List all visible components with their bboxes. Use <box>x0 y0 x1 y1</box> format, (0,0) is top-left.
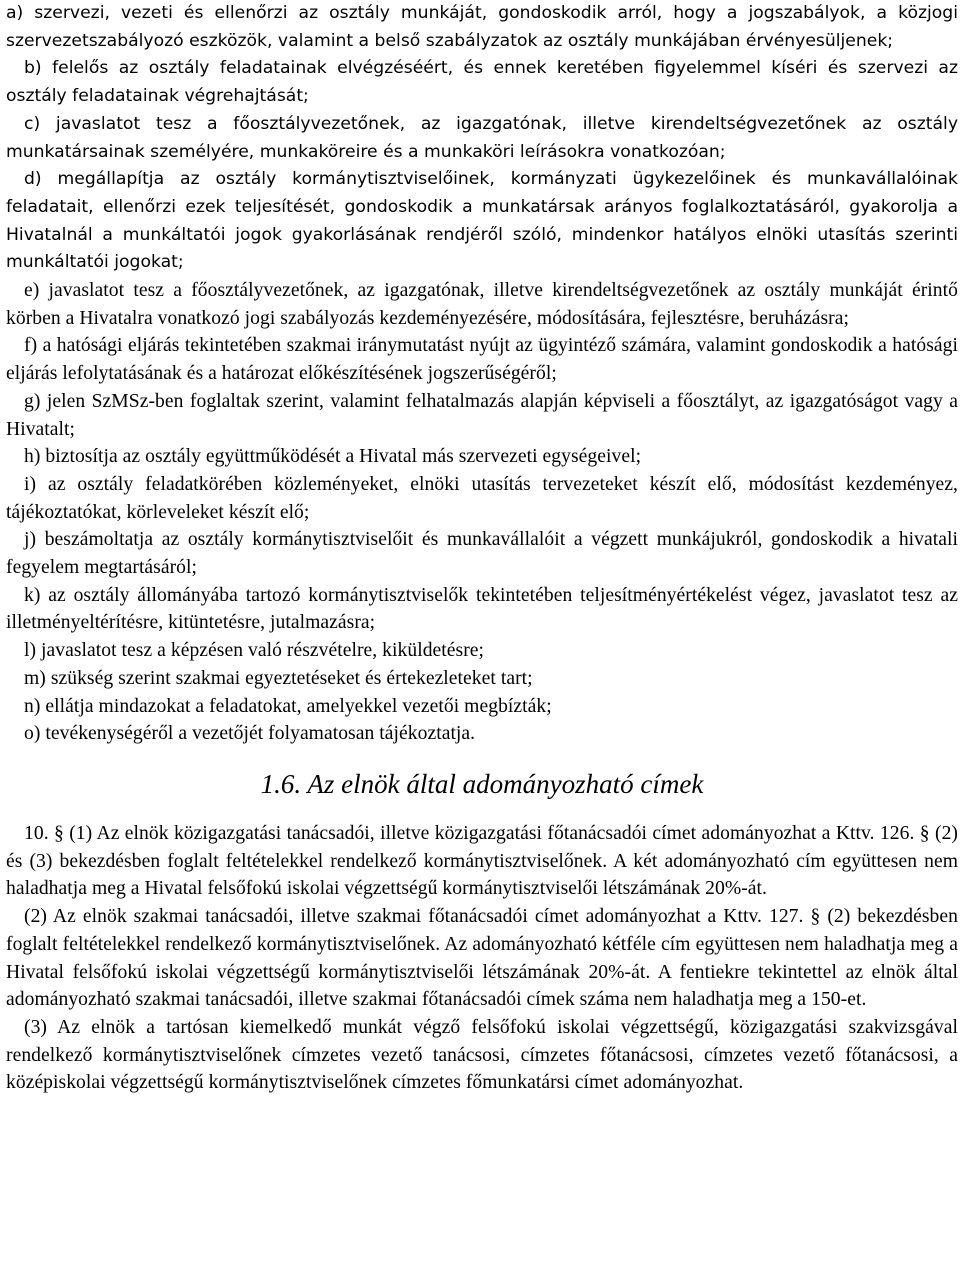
paragraph-10-2: (2) Az elnök szakmai tanácsadói, illetve szakmai főtanácsadói címet adományozhat a Kttv. 127. § (2) bekezdésben foglalt feltételekkel rendelkező kormánytisztviselőnek. Az adományozható kétféle cím együttesen nem haladhatja meg a Hivatal felsőfokú iskolai végzettségű kormánytisztviselői létszámának 20%-át. A fentiekre tekintettel az elnök által adományozható szakmai tanácsadói, illetve szakmai főtanácsadói címek száma nem haladhatja meg a 150-et. <box>6 906 958 1011</box>
document-page <box>6 0 958 1097</box>
list-item-d: d) megállapítja az osztály kormánytisztviselőinek, kormányzati ügykezelőinek és munkavállalóinak feladatait, ellenőrzi ezek teljesítését, gondoskodik a munkatársak arányos foglalkoztatásáról, gyakorolja a Hivatalnál a munkáltatói jogok gyakorlásának rendjéről szóló, mindenkor hatályos elnöki utasítás szerinti munkáltatói jogokat; <box>6 169 958 273</box>
list-item-o: o) tevékenységéről a vezetőjét folyamatosan tájékoztatja. <box>24 723 476 745</box>
list-item-c: c) javaslatot tesz a főosztályvezetőnek, az igazgatónak, illetve kirendeltségvezetőnek az osztály munkatársainak személyére, munkaköreire és a munkaköri leírásokra vonatkozóan; <box>6 113 958 162</box>
list-item-i: i) az osztály feladatkörében közleményeket, elnöki utasítás tervezeteket készít elő, módosítást kezdeményez, tájékoztatókat, körleveleket készít elő; <box>6 473 958 523</box>
list-item-h: h) biztosítja az osztály együttműködését a Hivatal más szervezeti egységeivel; <box>24 446 642 468</box>
list-item-e: e) javaslatot tesz a főosztályvezetőnek, az igazgatónak, illetve kirendeltségvezetőnek az osztály munkáját érintő körben a Hivatalra vonatkozó jogi szabályozás kezdeményezésére, módosítására, fejlesztésre, beruházásra; <box>6 280 958 329</box>
paragraph-10-1: 10. § (1) Az elnök közigazgatási tanácsadói, illetve közigazgatási főtanácsadói címet adományozhat a Kttv. 126. § (2) és (3) bekezdésben foglalt feltételekkel rendelkező kormánytisztviselőnek. A két adományozható cím együttesen nem haladhatja meg a Hivatal felsőfokú iskolai végzettségű kormánytisztviselői létszámának 20%-át. <box>6 822 958 900</box>
section-heading: 1.6. Az elnök által adományozható címek <box>260 768 704 799</box>
paragraph-10-3: (3) Az elnök a tartósan kiemelkedő munkát végző felsőfokú iskolai végzettségű, közigazgatási szakvizsgával rendelkező kormánytisztviselőnek címzetes vezető tanácsosi, címzetes főtanácsosi, címzetes vezető főtanácsosi, a középiskolai végzettségű kormánytisztviselőnek címzetes főmunkatársi címet adományozhat. <box>6 1016 958 1094</box>
list-item-b: b) felelős az osztály feladatainak elvégzéséért, és ennek keretében figyelemmel kíséri és szervezi az osztály feladatainak végrehajtását; <box>6 58 958 107</box>
list-item-f: f) a hatósági eljárás tekintetében szakmai iránymutatást nyújt az ügyintéző számára, valamint gondoskodik a hatósági eljárás lefolytatásának és a határozat előkészítésének jogszerűségéről; <box>6 335 958 385</box>
list-item-a: a) szervezi, vezeti és ellenőrzi az osztály munkáját, gondoskodik arról, hogy a jogszabályok, a közjogi szervezetszabályozó eszközök, valamint a belső szabályzatok az osztály munkájában érvényesüljenek; <box>6 3 958 51</box>
list-item-l: l) javaslatot tesz a képzésen való részvételre, kiküldetésre; <box>24 640 485 662</box>
list-item-m: m) szükség szerint szakmai egyeztetéseket és értekezleteket tart; <box>24 667 533 689</box>
list-item-j: j) beszámoltatja az osztály kormánytisztviselőit és munkavállalóit a végzett munkájukról, gondoskodik a hivatali fegyelem megtartásáról; <box>6 529 958 579</box>
list-item-n: n) ellátja mindazokat a feladatokat, amelyekkel vezetői megbízták; <box>24 695 552 717</box>
list-item-k: k) az osztály állományába tartozó kormánytisztviselők tekintetében teljesítményértékelést végez, javaslatot tesz az illetményeltérítésre, kitüntetésre, jutalmazásra; <box>6 584 958 634</box>
list-item-g: g) jelen SzMSz-ben foglaltak szerint, valamint felhatalmazás alapján képviseli a főosztályt, az igazgatóságot vagy a Hivatalt; <box>6 390 958 440</box>
